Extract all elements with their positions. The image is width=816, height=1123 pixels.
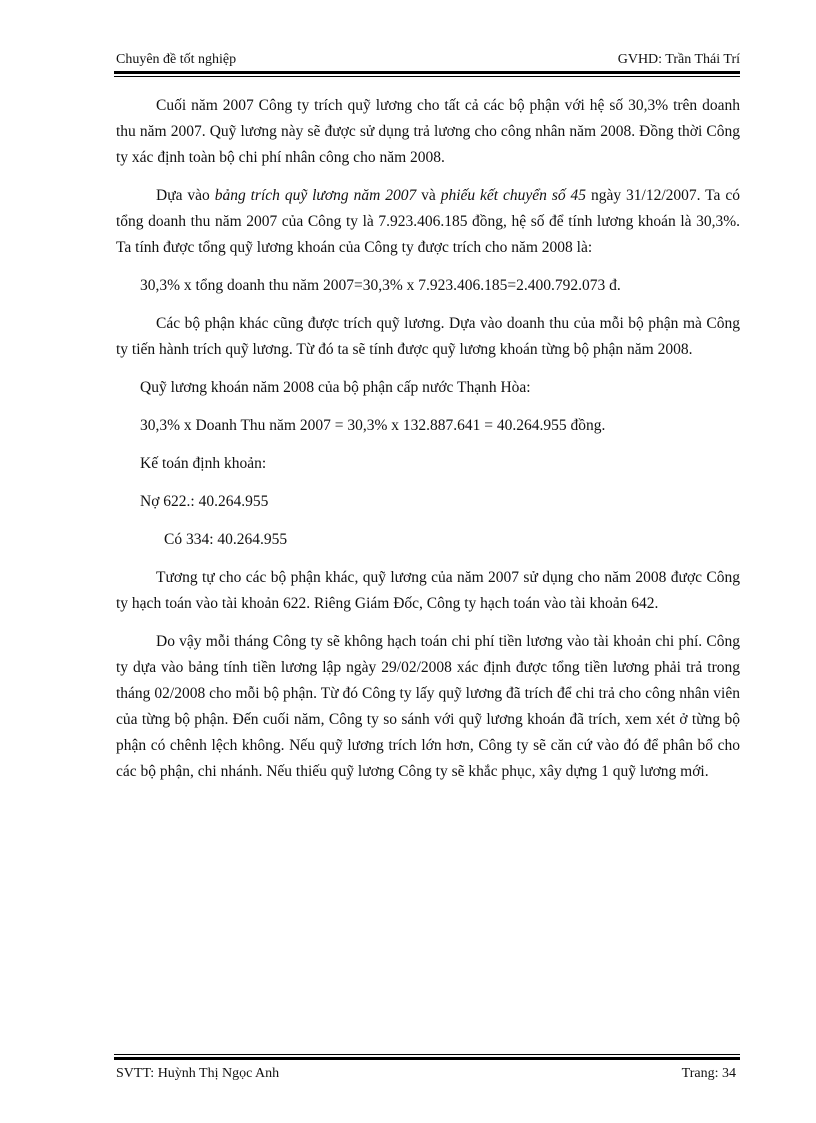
paragraph-2 xyxy=(116,183,740,261)
line-2: Kế toán định khoản: xyxy=(140,455,267,472)
page-body xyxy=(116,93,740,797)
formula-1: 30,3% x tổng doanh thu năm 2007=30,3% x 7.923.406.185=2.400.792.073 đ. xyxy=(140,277,621,294)
paragraph-4: Tương tự cho các bộ phận khác, quỹ lương của năm 2007 sử dụng cho năm 2008 được Công ty hạch toán vào tài khoản 622. Riêng Giám Đốc, Công ty hạch toán vào tài khoản 642. xyxy=(116,569,740,612)
footer-rule-thin xyxy=(114,1054,740,1055)
header-left-title: Chuyên đề tốt nghiệp xyxy=(116,52,237,67)
paragraph-2-ref-2: phiếu kết chuyển số 45 xyxy=(440,187,587,204)
page-number: Trang: 34 xyxy=(681,1066,736,1081)
paragraph-2-rest: ngày 31/12/2007. Ta có tổng doanh thu năm 2007 của Công ty là 7.923.406.185 đồng, hệ số để tính lương khoán là 30,3%. Ta tính được tổng quỹ lương khoán của Công ty được trích cho năm 2008 là: xyxy=(116,187,740,256)
paragraph-2-ref-1: bảng trích quỹ lương năm 2007 xyxy=(214,187,417,204)
paragraph-2-and: và xyxy=(416,187,441,204)
formula-2: 30,3% x Doanh Thu năm 2007 = 30,3% x 132.887.641 = 40.264.955 đồng. xyxy=(140,417,606,434)
paragraph-2-intro: Dựa vào xyxy=(156,187,215,204)
paragraph-5: Do vậy mỗi tháng Công ty sẽ không hạch toán chi phí tiền lương vào tài khoản chi phí. Công ty dựa vào bảng tính tiền lương lập ngày 29/02/2008 xác định được tổng tiền lương phải trả trong tháng 02/2008 cho mỗi bộ phận. Từ đó Công ty lấy quỹ lương đã trích để chi trả cho công nhân viên của từng bộ phận. Đến cuối năm, Công ty so sánh với quỹ lương khoán đã trích, xem xét ở từng bộ phận có chênh lệch không. Nếu quỹ lương trích lớn hơn, Công ty sẽ căn cứ vào đó để phân bổ cho các bộ phận, chi nhánh. Nếu thiếu quỹ lương Công ty sẽ khắc phục, xây dựng 1 quỹ lương mới. xyxy=(116,633,740,780)
footer-rule-thick xyxy=(114,1057,740,1060)
header-advisor: GVHD: Trần Thái Trí xyxy=(617,52,740,67)
debit-entry: Nợ 622.: 40.264.955 xyxy=(140,493,269,510)
line-1: Quỹ lương khoán năm 2008 của bộ phận cấp nước Thạnh Hòa: xyxy=(140,379,531,396)
page-header xyxy=(114,50,740,70)
paragraph-3: Các bộ phận khác cũng được trích quỹ lương. Dựa vào doanh thu của mỗi bộ phận mà Công ty tiến hành trích quỹ lương. Từ đó ta sẽ tính được quỹ lương khoán từng bộ phận năm 2008. xyxy=(116,315,740,358)
header-rule-thin xyxy=(114,76,740,77)
header-rule-thick xyxy=(114,71,740,74)
paragraph-1: Cuối năm 2007 Công ty trích quỹ lương cho tất cả các bộ phận với hệ số 30,3% trên doanh thu năm 2007. Quỹ lương này sẽ được sử dụng trả lương cho công nhân năm 2008. Đồng thời Công ty xác định toàn bộ chi phí nhân công cho năm 2008. xyxy=(116,97,740,166)
footer-student: SVTT: Huỳnh Thị Ngọc Anh xyxy=(116,1066,280,1081)
credit-entry: Có 334: 40.264.955 xyxy=(164,531,288,548)
